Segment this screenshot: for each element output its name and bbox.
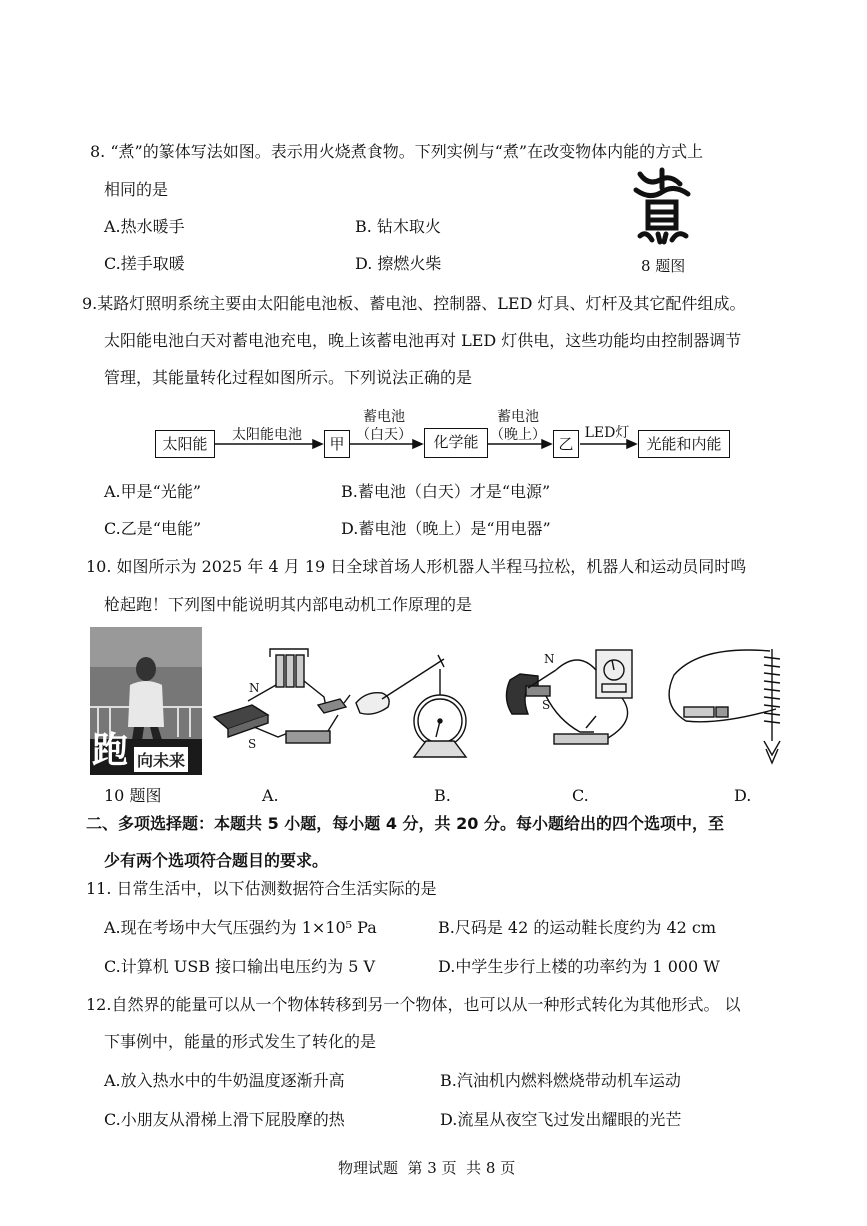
option-c-generator-figure [498, 640, 648, 770]
q11-option-a: A.现在考场中大气压强约为 1×10⁵ Pa [104, 918, 377, 937]
q11-option-d: D.中学生步行上楼的功率约为 1 000 W [438, 957, 720, 976]
option-c-s-label: S [542, 698, 551, 712]
q12-option-d: D.流星从夜空飞过发出耀眼的光芒 [440, 1110, 682, 1129]
q11-option-c: C.计算机 USB 接口输出电压约为 5 V [104, 957, 376, 976]
flow-box-yi: 乙 [553, 430, 579, 458]
photo-title-small: 向未来 [134, 747, 188, 772]
option-c-label: C. [572, 786, 589, 805]
section2-heading-line2: 少有两个选项符合题目的要求。 [104, 851, 329, 870]
section2-heading-line1: 二、多项选择题：本题共 5 小题，每小题 4 分，共 20 分。每小题给出的四个选项中，至 [86, 814, 724, 833]
option-a-n-label: N [249, 681, 260, 695]
q9-stem-line3: 管理，其能量转化过程如图所示。下列说法正确的是 [104, 368, 473, 387]
marathon-photo [90, 627, 202, 775]
q11-option-b: B.尺码是 42 的运动鞋长度约为 42 cm [438, 918, 717, 937]
option-b-figure [352, 645, 490, 770]
q11-stem: 11. 日常生活中，以下估测数据符合生活实际的是 [86, 879, 437, 898]
q9-stem-line2: 太阳能电池白天对蓄电池充电，晚上该蓄电池再对 LED 灯供电，这些功能均由控制器调节 [104, 331, 742, 350]
q12-stem-line2: 下事例中，能量的形式发生了转化的是 [104, 1032, 377, 1051]
arrow2-label-bottom: （白天） [356, 427, 412, 443]
arrow2-label-top: 蓄电池 [363, 409, 405, 425]
photo-title-big: 跑 [92, 730, 129, 771]
q12-stem-line1: 12.自然界的能量可以从一个物体转移到另一个物体，也可以从一种形式转化为其他形式。 以 [86, 995, 741, 1014]
q8-option-d: D. 擦燃火柴 [355, 254, 442, 273]
option-a-s-label: S [248, 737, 257, 751]
q12-option-a: A.放入热水中的牛奶温度逐渐升高 [104, 1071, 345, 1090]
arrow3-label-top: 蓄电池 [497, 409, 539, 425]
q10-figure-caption: 10 题图 [104, 786, 162, 805]
q10-stem-line1: 10. 如图所示为 2025 年 4 月 19 日全球首场人形机器人半程马拉松，机器人和运动员同时鸣 [86, 557, 747, 576]
page-footer: 物理试题 第 3 页 共 8 页 [338, 1159, 516, 1177]
option-d-label: D. [734, 786, 752, 805]
option-b-label: B. [434, 786, 451, 805]
arrow3-label-bottom: （晚上） [490, 427, 546, 443]
flow-box-solar: 太阳能 [155, 430, 215, 458]
flow-arrows [0, 0, 867, 480]
option-c-n-label: N [544, 652, 555, 666]
q8-stem-line1: 8. “煮”的篆体写法如图。表示用火烧煮食物。下列实例与“煮”在改变物体内能的方式上 [90, 142, 704, 161]
q10-stem-line2: 枪起跑！下列图中能说明其内部电动机工作原理的是 [104, 595, 473, 614]
q9-option-a: A.甲是“光能” [104, 482, 202, 501]
arrow4-label: LED灯 [584, 425, 630, 441]
q12-option-c: C.小朋友从滑梯上滑下屁股摩的热 [104, 1110, 345, 1129]
q9-option-d: D.蓄电池（晚上）是“用电器” [341, 519, 551, 538]
option-a-motor-circuit [208, 645, 358, 770]
q8-option-a: A.热水暖手 [104, 217, 185, 236]
flow-box-jia: 甲 [324, 430, 350, 458]
q8-figure-caption: 8 题图 [641, 257, 686, 275]
q9-option-c: C.乙是“电能” [104, 519, 202, 538]
option-d-electromagnet-figure [660, 645, 800, 770]
flow-box-light-heat: 光能和内能 [638, 430, 730, 458]
arrow1-label: 太阳能电池 [232, 427, 302, 443]
q8-option-b: B. 钻木取火 [355, 217, 441, 236]
q8-stem-line2: 相同的是 [104, 180, 169, 199]
option-a-label: A. [262, 786, 279, 805]
q9-stem-line1: 9.某路灯照明系统主要由太阳能电池板、蓄电池、控制器、LED 灯具、灯杆及其它配件组成。 [82, 294, 746, 313]
q9-option-b: B.蓄电池（白天）才是“电源” [341, 482, 551, 501]
flow-box-chemical: 化学能 [424, 428, 488, 458]
q12-option-b: B.汽油机内燃料燃烧带动机车运动 [440, 1071, 681, 1090]
q8-option-c: C.搓手取暖 [104, 254, 185, 273]
